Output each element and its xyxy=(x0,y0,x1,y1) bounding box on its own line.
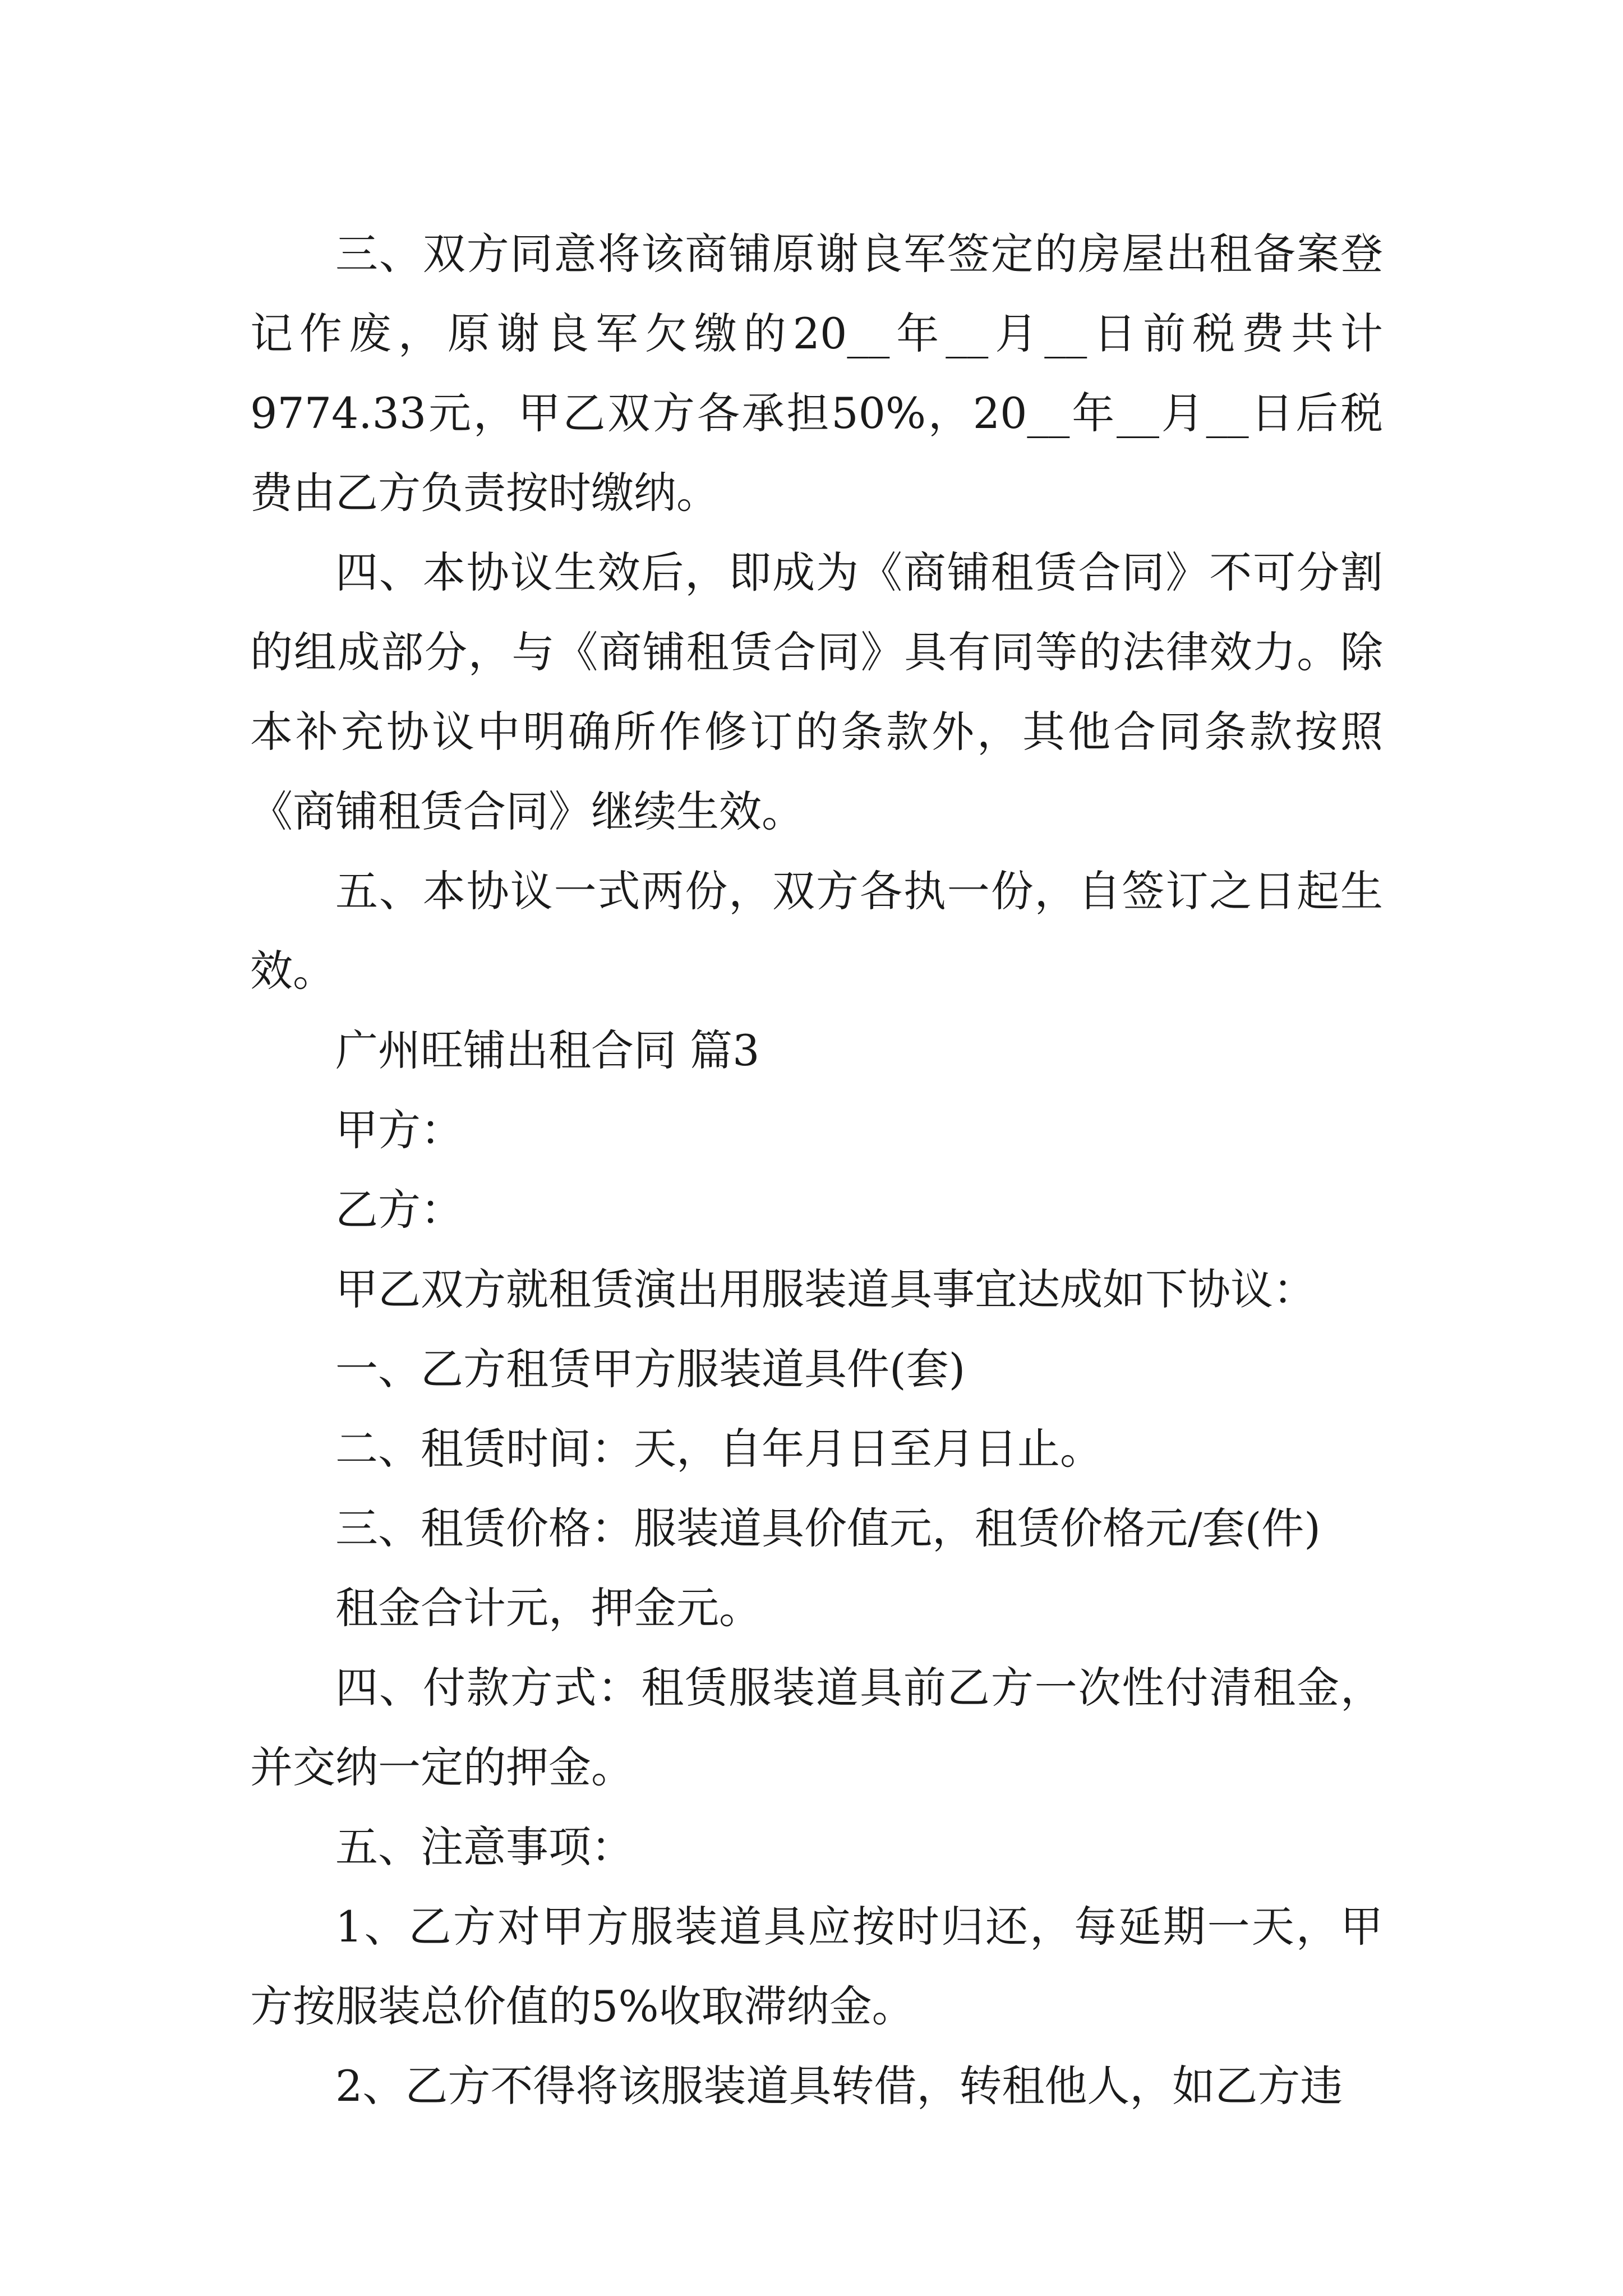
item-3-paragraph: 三、租赁价格：服装道具价值元，租赁价格元/套(件) xyxy=(335,1503,1321,1553)
rent-total-line: 租金合计元，押金元。 xyxy=(335,1583,762,1633)
party-b-line: 乙方： xyxy=(335,1185,463,1235)
section-heading: 广州旺铺出租合同 篇3 xyxy=(335,1025,760,1075)
note-1-paragraph: 1、乙方对甲方服装道具应按时归还，每延期一天，甲方按服装总价值的5%收取滞纳金。 xyxy=(250,1902,1383,2031)
note-2-paragraph: 2、乙方不得将该服装道具转借，转租他人，如乙方违 xyxy=(335,2061,1343,2111)
agreement-intro: 甲乙双方就租赁演出用服装道具事宜达成如下协议： xyxy=(335,1264,1316,1314)
party-a-line: 甲方： xyxy=(335,1105,463,1155)
clause-4-paragraph: 四、本协议生效后，即成为《商铺租赁合同》不可分割的组成部分，与《商铺租赁合同》具有同等的法律效力。除本补充协议中明确所作修订的条款外，其他合同条款按照《商铺租赁合同》继续生效。 xyxy=(250,547,1383,836)
item-1-paragraph: 一、乙方租赁甲方服装道具件(套) xyxy=(335,1344,966,1394)
clause-3-paragraph: 三、双方同意将该商铺原谢良军签定的房屋出租备案登记作废，原谢良军欠缴的20__年__月__日前税费共计9774.33元，甲乙双方各承担50%，20__年__月__日后税费由乙方负责按时缴纳。 xyxy=(250,229,1383,518)
item-2-paragraph: 二、租赁时间：天，自年月日至月日止。 xyxy=(335,1424,1103,1474)
item-5-heading: 五、注意事项： xyxy=(335,1822,634,1872)
item-4-paragraph: 四、付款方式：租赁服装道具前乙方一次性付清租金，并交纳一定的押金。 xyxy=(250,1663,1383,1792)
clause-5-paragraph: 五、本协议一式两份，双方各执一份，自签订之日起生效。 xyxy=(250,866,1383,996)
document-body xyxy=(250,214,1383,2126)
